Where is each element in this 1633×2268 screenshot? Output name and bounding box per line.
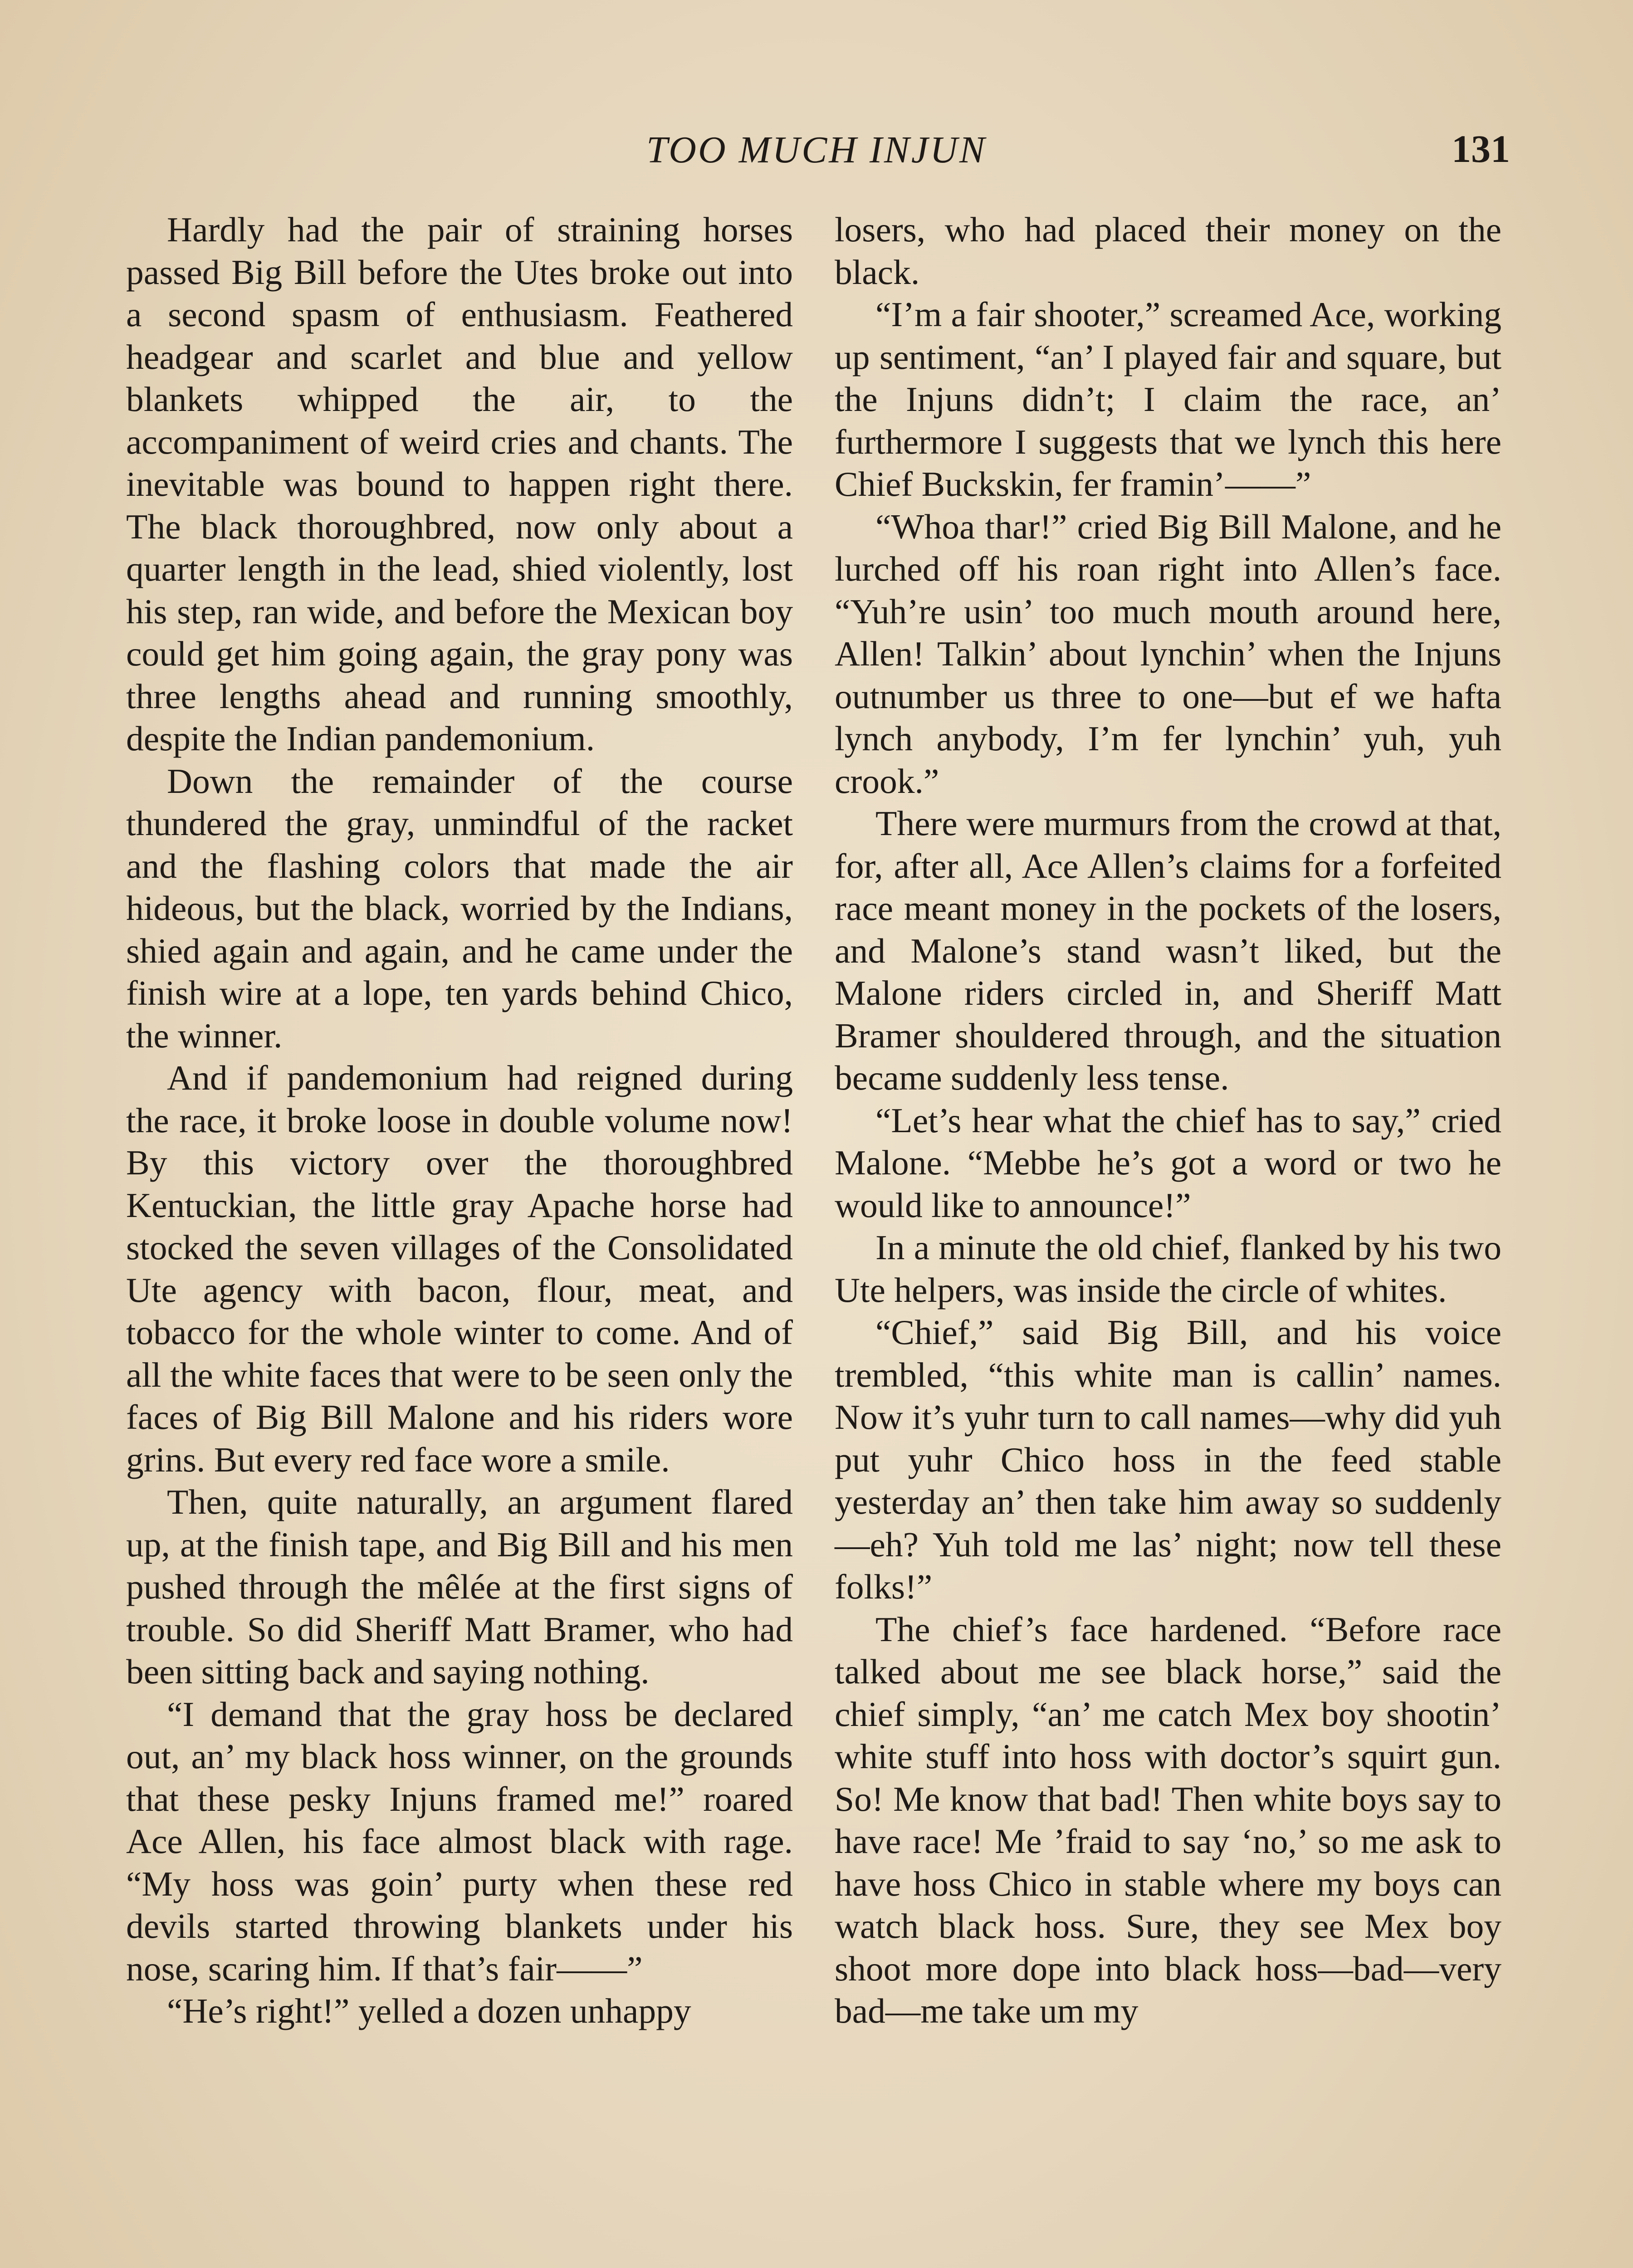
paragraph: “Whoa thar!” cried Big Bill Malone, and he lurched off his roan right into Allen’s face. “Yuh’re usin’ too much mouth around here, Allen! Talkin’ about lynchin’ when the Injuns outnumber us three to one—but ef we hafta lynch anybody, I’m fer lynchin’ yuh, yuh crook.”: [835, 507, 1501, 801]
paragraph: “I demand that the gray hoss be declared out, an’ my black hoss winner, on the grounds that these pesky Injuns framed me!” roared Ace Allen, his face almost black with rage. “My hoss was goin’ purty when these red devils started throwing blankets under his nose, scaring him. If that’s fair——”: [126, 1694, 793, 1988]
running-head-title: TOO MUCH INJUN: [646, 129, 987, 171]
paragraph: Down the remainder of the course thundered the gray, unmindful of the racket and the flashing colors that made the air hideous, but the black, worried by the Indians, shied again and again, and he came under the finish wire at a lope, ten yards behind Chico, the winner.: [126, 761, 793, 1055]
paragraph: “He’s right!” yelled a dozen unhappy: [167, 1991, 691, 2030]
paragraph-continued: losers, who had placed their money on the black.: [835, 210, 1501, 292]
paragraph: “Let’s hear what the chief has to say,” cried Malone. “Mebbe he’s got a word or two he would like to announce!”: [835, 1100, 1501, 1225]
paragraph: Then, quite naturally, an argument flared up, at the finish tape, and Big Bill and his men pushed through the mêlée at the first signs of trouble. So did Sheriff Matt Bramer, who had been sitting back and saying nothing.: [126, 1482, 793, 1691]
paragraph: “I’m a fair shooter,” screamed Ace, working up sentiment, “an’ I played fair and square, but the Injuns didn’t; I claim the race, an’ furthermore I suggests that we lynch this here Chief Buckskin, fer framin’——”: [835, 295, 1501, 503]
paragraph: The chief’s face hardened. “Before race talked about me see black horse,” said the chief simply, “an’ me catch Mex boy shootin’ white stuff into hoss with doctor’s squirt gun. So! Me know that bad! Then white boys say to have race! Me ’fraid to say ‘no,’ so me ask to have hoss Chico in stable where my boys can watch black hoss. Sure, they see Mex boy shoot more dope into black hoss—bad—very bad—me take um my: [835, 1609, 1501, 2030]
paragraph: There were murmurs from the crowd at that, for, after all, Ace Allen’s claims for a forfeited race meant money in the pockets of the losers, and Malone’s stand wasn’t liked, but the Malone riders circled in, and Sheriff Matt Bramer shouldered through, and the situation became suddenly less tense.: [835, 804, 1501, 1097]
paragraph: “Chief,” said Big Bill, and his voice trembled, “this white man is callin’ names. Now it’s yuhr turn to call names—why did yuh put yuhr Chico hoss in the feed stable yesterday an’ then take him away so suddenly—eh? Yuh told me las’ night; now tell these folks!”: [835, 1313, 1501, 1606]
left-text-column: [126, 209, 793, 2033]
paragraph: In a minute the old chief, flanked by his two Ute helpers, was inside the circle of whites.: [835, 1228, 1501, 1310]
right-text-column: [835, 209, 1501, 2033]
paragraph: And if pandemonium had reigned during the race, it broke loose in double volume now! By this victory over the thoroughbred Kentuckian, the little gray Apache horse had stocked the seven villages of the Consolidated Ute agency with bacon, flour, meat, and tobacco for the whole winter to come. And of all the white faces that were to be seen only the faces of Big Bill Malone and his riders wore grins. But every red face wore a smile.: [126, 1058, 793, 1479]
page-number: 131: [1452, 127, 1510, 171]
paragraph: Hardly had the pair of straining horses passed Big Bill before the Utes broke out into a second spasm of enthusiasm. Feathered headgear and scarlet and blue and yellow blankets whipped the air, to the accompaniment of weird cries and chants. The inevitable was bound to happen right there. The black thoroughbred, now only about a quarter length in the lead, shied violently, lost his step, ran wide, and before the Mexican boy could get him going again, the gray pony was three lengths ahead and running smoothly, despite the Indian pandemonium.: [126, 210, 793, 758]
